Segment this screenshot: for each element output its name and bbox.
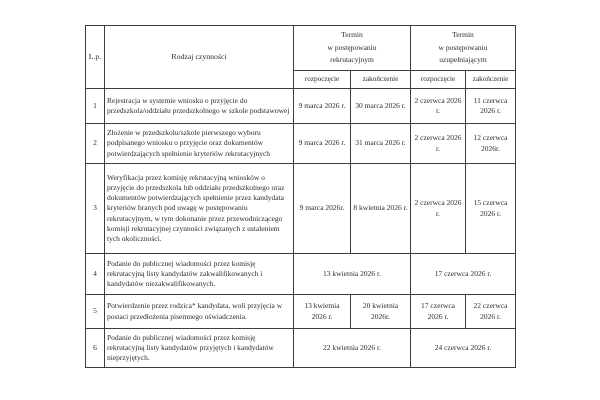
date-cell-supplementary-start: 2 czerwca 2026 r. — [411, 164, 466, 254]
date-cell-recruitment-end: 20 kwietnia 2026r. — [351, 295, 411, 329]
header-term-supplementary-line1: Termin — [452, 29, 474, 39]
table-row — [86, 89, 516, 124]
date-cell-supplementary-end: 15 czerwca 2026 r. — [466, 164, 516, 254]
header-term-recruitment-line2: w postępowaniu — [327, 42, 377, 52]
row-number: 5 — [86, 295, 105, 329]
header-term-recruitment-line1: Termin — [341, 29, 363, 39]
header-term-recruitment-line3: rekrutacyjnym — [330, 55, 374, 65]
table-row — [86, 124, 516, 164]
activity-cell: Podanie do publicznej wiadomości przez komisję rekrutacyjną listy kandydatów przyjętych i kandydatów nieprzyjętych. — [105, 329, 294, 368]
activity-cell: Złożenie w przedszkolu/szkole pierwszego wyboru podpisanego wniosku o przyjęcie oraz dokumentów potwierdzających spełnienie kryteriów rekrutacyjnych — [105, 124, 294, 164]
row-number: 6 — [86, 329, 105, 368]
date-cell-supplementary-merged: 24 czerwca 2026 r. — [411, 329, 516, 368]
subheader-supplementary-end: zakończenie — [466, 71, 516, 89]
row-number: 4 — [86, 254, 105, 295]
row-number: 2 — [86, 124, 105, 164]
subheader-supplementary-start: rozpoczęcie — [411, 71, 466, 89]
header-lp: L.p. — [86, 26, 105, 89]
date-cell-recruitment-merged: 22 kwietnia 2026 r. — [294, 329, 411, 368]
date-cell-supplementary-start: 2 czerwca 2026 r. — [411, 124, 466, 164]
header-activity: Rodzaj czynności — [105, 26, 294, 89]
table-row — [86, 329, 516, 368]
date-cell-supplementary-start: 17 czerwca 2026 r. — [411, 295, 466, 329]
header-row-groups — [86, 26, 516, 71]
header-term-supplementary — [411, 26, 516, 71]
activity-cell: Weryfikacja przez komisję rekrutacyjną wniosków o przyjęcie do przedszkola lub oddziału przedszkolnego oraz dokumentów potwierdzających spełnienie przez kandydata kryteriów branych pod uwagę w postępowaniu rekrutacyjnym, w tym dokonanie przez przewodniczącego komisji rekrutacyjnej czynności związanych z ustaleniem tych okoliczności. — [105, 164, 294, 254]
row-number: 1 — [86, 89, 105, 124]
header-term-recruitment — [294, 26, 411, 71]
row-number: 3 — [86, 164, 105, 254]
date-cell-recruitment-start: 13 kwietnia 2026 r. — [294, 295, 351, 329]
date-cell-supplementary-merged: 17 czerwca 2026 r. — [411, 254, 516, 295]
activity-cell: Potwierdzenie przez rodzica* kandydata, woli przyjęcia w postaci przedłożenia pisemnego oświadczenia. — [105, 295, 294, 329]
date-cell-recruitment-start: 9 marca 2026 r. — [294, 89, 351, 124]
date-cell-recruitment-end: 31 marca 2026 r. — [351, 124, 411, 164]
header-term-supplementary-line3: uzupełniającym — [439, 55, 487, 65]
header-term-supplementary-line2: w postępowaniu — [438, 42, 488, 52]
recruitment-schedule-table — [85, 25, 516, 368]
date-cell-supplementary-start: 2 czerwca 2026 r. — [411, 89, 466, 124]
table-row — [86, 295, 516, 329]
date-cell-recruitment-end: 8 kwietnia 2026 r. — [351, 164, 411, 254]
date-cell-recruitment-end: 30 marca 2026 r. — [351, 89, 411, 124]
activity-cell: Podanie do publicznej wiadomości przez komisję rekrutacyjną listy kandydatów zakwalifikowanych i kandydatów niezakwalifikowanych. — [105, 254, 294, 295]
date-cell-recruitment-start: 9 marca 2026 r. — [294, 124, 351, 164]
activity-cell: Rejestracja w systemie wniosku o przyjęcie do przedszkola/oddziału przedszkolnego w szkole podstawowej — [105, 89, 294, 124]
subheader-recruitment-start: rozpoczęcie — [294, 71, 351, 89]
table-row — [86, 164, 516, 254]
date-cell-supplementary-end: 11 czerwca 2026 r. — [466, 89, 516, 124]
subheader-recruitment-end: zakończenie — [351, 71, 411, 89]
date-cell-supplementary-end: 22 czerwca 2026 r. — [466, 295, 516, 329]
date-cell-recruitment-merged: 13 kwietnia 2026 r. — [294, 254, 411, 295]
table-row — [86, 254, 516, 295]
date-cell-recruitment-start: 9 marca 2026r. — [294, 164, 351, 254]
date-cell-supplementary-end: 12 czerwca 2026r. — [466, 124, 516, 164]
